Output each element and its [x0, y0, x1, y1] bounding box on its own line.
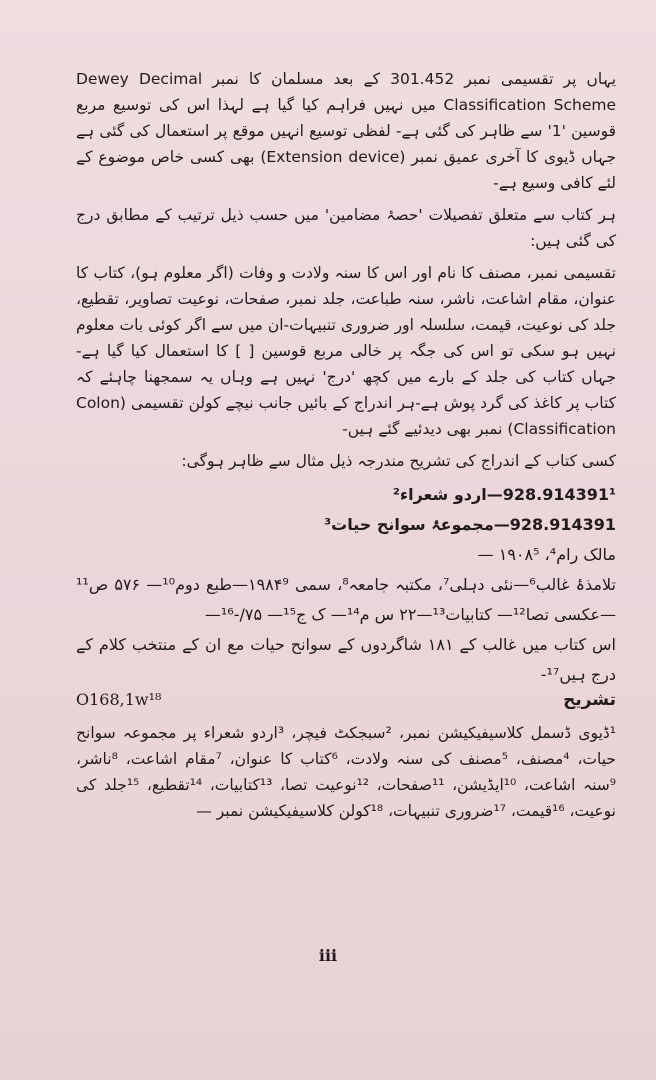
explanation-header-row — [76, 690, 616, 720]
intro-paragraph: یہاں پر تقسیمی نمبر 301.452 کے بعد مسلمان کا نمبر Dewey Decimal Classification Scheme میں نہیں فراہم کیا گیا ہے لہذا اس کی توسیع مربع قوسین '1' سے ظاہر کی گئی ہے- لفظی توسیع انہیں موقع پر استعمال کی گئی ہے جہاں ڈیوی کا آخری عمیق نمبر (Extension device) بھی کسی خاص موضوع کے لئے کافی وسیع ہے- — [76, 70, 617, 192]
example-intro: کسی کتاب کے اندراج کی تشریح مندرجہ ذیل مثال سے ظاہر ہوگی: — [181, 452, 616, 470]
example-line-5: اس کتاب میں غالب کے ۱۸۱ شاگردوں کے سوانح حیات مع ان کے منتخب کلام کے درج ہیں¹⁷- — [76, 635, 616, 684]
example-line-4: تلامذۂ غالب⁶—نئی دہلی⁷، مکتبہ جامعہ⁸، سمی ۱۹۸۴⁹—طبع دوم¹⁰— ۵۷۶ ص¹¹—عکسی تصا¹²— کتابیات¹³—۲۲ س م¹⁴— ک ج¹⁵— ۷۵/-¹⁶— — [76, 575, 617, 624]
explanation-heading: تشریح — [563, 690, 616, 710]
fields-paragraph: تقسیمی نمبر، مصنف کا نام اور اس کا سنہ ولادت و وفات (اگر معلوم ہو)، کتاب کا عنوان، مقام اشاعت، ناشر، سنہ طباعت، جلد نمبر، صفحات، نوعیت تصاویر، تقطیع، جلد کی نوعیت، قیمت، سلسلہ اور ضروری تنبیہات-ان میں سے اگر کوئی بات معلوم نہیں ہو سکی تو اس کی جگہ پر خالی مربع قوسین [ ] کا استعمال کیا گیا ہے- جہاں کتاب کی جلد کے بارے میں کچھ 'درج' نہیں ہے وہاں یہ سمجھنا چاہئے کہ کتاب پر کاغذ کی گرد پوش ہے-ہر اندراج کے بائیں جانب نیچے کولن تقسیمی (Colon Classification) نمبر بھی دیدئیے گئے ہیں- — [76, 264, 616, 438]
example-line-3: مالک رام⁴، ۱۹۰۸⁵ — — [477, 545, 616, 564]
page-body — [76, 66, 616, 830]
example-line-2: 928.914391—مجموعۂ سوانح حیات³ — [324, 515, 616, 534]
details-paragraph: ہر کتاب سے متعلق تفصیلات 'حصۂ مضامین' میں حسب ذیل ترتیب کے مطابق درج کی گئی ہیں: — [76, 206, 616, 250]
explanation-paragraph: ¹ڈیوی ڈسمل کلاسیفیکیشن نمبر، ²سبجکٹ فیچر، ³اردو شعراء پر مجموعہ سوانح حیات، ⁴مصنف، ⁵مصنف کی سنہ ولادت، ⁶کتاب کا عنوان، ⁷مقام اشاعت، ⁸ناشر، ⁹سنہ اشاعت، ¹⁰ایڈیشن، ¹¹صفحات، ¹²نوعیت تصا، ¹³کتابیات، ¹⁴تقطیع، ¹⁵جلد کی نوعیت، ¹⁶قیمت، ¹⁷ضروری تنبیہات، ¹⁸کولن کلاسیفیکیشن نمبر — — [76, 724, 616, 820]
page-number: iii — [318, 946, 338, 965]
example-line-1: 928.914391¹—اردو شعراء² — [392, 485, 616, 504]
colon-classification-code: O168,1w¹⁸ — [76, 690, 162, 709]
